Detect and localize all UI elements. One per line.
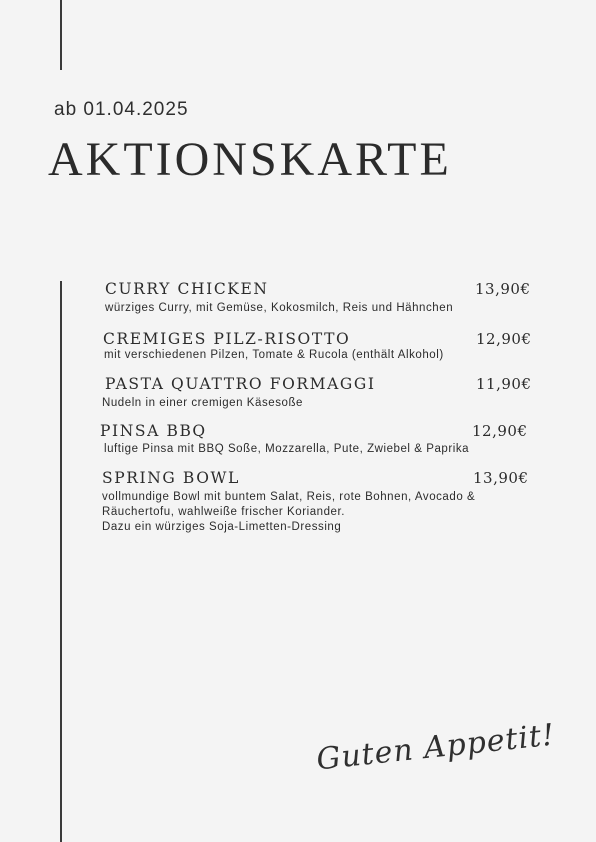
- menu-item-name: SPRING BOWL: [102, 469, 240, 487]
- menu-item-description: Dazu ein würziges Soja-Limetten-Dressing: [102, 521, 342, 533]
- menu-item-name: CURRY CHICKEN: [105, 280, 269, 298]
- menu-item-price: 11,90€: [476, 375, 532, 393]
- menu-item-price: 12,90€: [472, 422, 528, 440]
- menu-item-name: CREMIGES PILZ-RISOTTO: [103, 330, 351, 348]
- menu-item-description: Nudeln in einer cremigen Käsesoße: [102, 397, 303, 409]
- valid-from-date: ab 01.04.2025: [54, 99, 189, 120]
- page-title: AKTIONSKARTE: [48, 133, 452, 186]
- menu-item-price: 13,90€: [473, 469, 529, 487]
- menu-item-price: 13,90€: [475, 280, 531, 298]
- menu-item-description: vollmundige Bowl mit buntem Salat, Reis, rote Bohnen, Avocado &: [102, 491, 476, 503]
- menu-item-description: würziges Curry, mit Gemüse, Kokosmilch, Reis und Hähnchen: [105, 302, 454, 314]
- top-divider-line: [60, 0, 62, 70]
- menu-item-name: PASTA QUATTRO FORMAGGI: [105, 375, 376, 393]
- closing-signature: Guten Appetit!: [314, 717, 557, 778]
- menu-item-name: PINSA BBQ: [100, 422, 207, 440]
- menu-item-description: mit verschiedenen Pilzen, Tomate & Rucola (enthält Alkohol): [104, 349, 444, 361]
- menu-item-description: luftige Pinsa mit BBQ Soße, Mozzarella, Pute, Zwiebel & Paprika: [104, 443, 470, 455]
- menu-item-price: 12,90€: [476, 330, 532, 348]
- side-divider-line: [60, 281, 62, 842]
- menu-item-description: Räuchertofu, wahlweiße frischer Koriander.: [102, 506, 345, 518]
